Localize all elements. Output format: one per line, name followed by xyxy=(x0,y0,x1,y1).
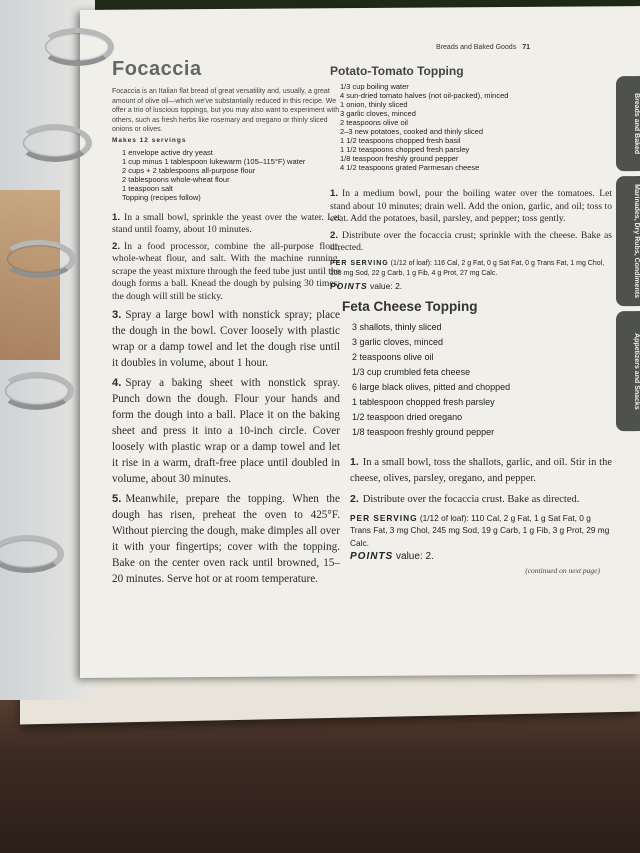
step-number: 1. xyxy=(350,455,359,468)
ingredient: 2–3 new potatoes, cooked and thinly sliced xyxy=(340,127,484,136)
step-text: Distribute over the focaccia crust; sprinkle with the cheese. Bake as directed. xyxy=(330,229,612,253)
right-column xyxy=(330,64,612,575)
ingredient-list xyxy=(112,148,340,202)
servings: Makes 12 servings xyxy=(112,136,187,144)
step-text: In a food processor, combine the all-purpose flour, whole-wheat flour, and salt. With the machine running, scrape the yeast mixture through the feed tube just until the dough forms a ball. Knead the dough by pulsing 30 times; the dough will still be sticky. xyxy=(112,240,340,302)
feta-steps xyxy=(330,454,612,508)
ingredient: 3 garlic cloves, minced xyxy=(340,109,416,118)
step xyxy=(330,188,612,226)
nutrition-info xyxy=(330,512,612,550)
ingredient: 1 cup minus 1 tablespoon lukewarm (105–115°F) water xyxy=(122,156,306,166)
ingredient: 2 teaspoons olive oil xyxy=(340,118,408,127)
tab-breads[interactable]: Breads and Baked xyxy=(616,76,640,171)
step xyxy=(112,375,340,487)
binder-ring-icon xyxy=(18,124,92,162)
points-text: value: 2. xyxy=(370,280,403,291)
step xyxy=(330,230,612,255)
feta-ingredients xyxy=(330,320,612,440)
step-number: 2. xyxy=(112,240,121,252)
potato-tomato-steps xyxy=(330,188,612,255)
step-text: In a small bowl, toss the shallots, garlic, and oil. Stir in the cheese, olives, parsley, oregano, and pepper. xyxy=(350,456,612,484)
step xyxy=(112,241,340,304)
points-label: POINTS xyxy=(350,551,394,562)
step xyxy=(112,307,340,371)
ingredient: 1 teaspoon salt xyxy=(122,183,173,193)
left-column xyxy=(112,58,340,591)
step-number: 5. xyxy=(112,493,122,505)
ingredient: 2 tablespoons whole-wheat flour xyxy=(122,174,230,184)
feta-title: Feta Cheese Topping xyxy=(342,298,478,314)
step-number: 3. xyxy=(112,309,122,321)
step-number: 2. xyxy=(330,229,339,241)
points-label: POINTS xyxy=(330,280,368,291)
ingredient: 4 1/2 teaspoons grated Parmesan cheese xyxy=(340,163,480,172)
ingredient: 2 cups + 2 tablespoons all-purpose flour xyxy=(122,165,256,175)
tab-appetizers[interactable]: Appetizers and Snacks xyxy=(616,311,640,431)
ingredient: 6 large black olives, pitted and chopped xyxy=(352,381,511,392)
step-number: 1. xyxy=(330,188,339,199)
ingredient: Topping (recipes follow) xyxy=(122,192,201,202)
page-number: 71 xyxy=(522,44,530,51)
continued-note: (continued on next page) xyxy=(525,566,600,575)
ingredient: 1 1/2 teaspoons chopped fresh parsley xyxy=(340,145,470,154)
ingredient: 1/2 teaspoon dried oregano xyxy=(352,411,463,422)
step xyxy=(112,212,340,237)
step xyxy=(112,491,340,587)
step-text: Spray a large bowl with nonstick spray; place the dough in the bowl. Cover loosely with plastic wrap or a damp towel and let the dough rise until it doubles in volume, about 1 hour. xyxy=(112,309,340,369)
step-list xyxy=(112,212,340,588)
binder-ring-icon xyxy=(0,372,74,410)
step-text: Meanwhile, prepare the topping. When the dough has risen, preheat the oven to 425°F. Without piercing the dough, make dimples all over it with your fingertips; cover with the topping. Bake on the center oven rack until browned, 15–20 minutes. Serve hot or at room temperature. xyxy=(112,493,340,585)
step xyxy=(350,454,612,487)
points-value xyxy=(330,551,612,562)
ingredient: 2 teaspoons olive oil xyxy=(352,351,434,362)
nutrition-info xyxy=(330,259,612,279)
step-text: Distribute over the focaccia crust. Bake as directed. xyxy=(362,493,580,505)
points-value xyxy=(330,281,612,291)
recipe-title: Focaccia xyxy=(112,58,202,80)
step-text: Spray a baking sheet with nonstick spray. Punch down the dough. Flour your hands and form the dough into a ball. Place it on the baking sheet and press it into a 10-inch circle. Cover loosely with plastic wrap or a damp towel and let it rise in a warm, draft-free place until doubled in volume, about 30 minutes. xyxy=(112,377,340,485)
per-serving-text: (1/12 of loaf): 110 Cal, 2 g Fat, 1 g Sat Fat, 0 g Trans Fat, 3 mg Chol, 245 mg Sod, 19 g Carb, 1 g Fib, 3 g Prot, 29 mg Calc. xyxy=(350,512,610,548)
step-text: In a medium bowl, pour the boiling water over the tomatoes. Let stand about 10 minutes; drain well. Add the onion, garlic, and oil; toss to coat. Add the potatoes, basil, parsley, and pepper; toss gently. xyxy=(330,188,612,224)
binder-ring-icon xyxy=(40,28,114,66)
ingredient: 3 garlic cloves, minced xyxy=(352,336,444,347)
ingredient: 4 sun-dried tomato halves (not oil-packed), minced xyxy=(340,91,509,100)
step xyxy=(350,491,612,508)
section-name: Breads and Baked Goods xyxy=(436,44,517,51)
per-serving-label: PER SERVING xyxy=(330,259,389,267)
points-text: value: 2. xyxy=(396,551,434,562)
ingredient: 3 shallots, thinly sliced xyxy=(352,321,442,332)
ingredient: 1 tablespoon chopped fresh parsley xyxy=(352,396,495,407)
ingredient: 1 1/2 teaspoons chopped fresh basil xyxy=(340,136,461,145)
step-number: 2. xyxy=(350,492,359,505)
ingredient: 1/3 cup crumbled feta cheese xyxy=(352,366,471,377)
per-serving-label: PER SERVING xyxy=(350,512,418,523)
binder-ring-icon xyxy=(2,240,76,278)
step-text: In a small bowl, sprinkle the yeast over the water. Let stand until foamy, about 10 minutes. xyxy=(112,211,340,235)
ingredient: 1 onion, thinly sliced xyxy=(340,100,408,109)
ingredient: 1 envelope active dry yeast xyxy=(122,147,213,157)
recipe-intro: Focaccia is an Italian flat bread of great versatility and, usually, a great amount of olive oil—which we've substantially reduced in this recipe. We offer a trio of luscious toppings, but you may also want to experiment with others, such as fresh herbs like rosemary and oregano or thinly sliced onions or olives. xyxy=(112,88,340,133)
step-number: 4. xyxy=(112,377,122,389)
tab-marinades[interactable]: Marinades, Dry Rubs, Condiments xyxy=(616,176,640,306)
ingredient: 1/8 teaspoon freshly ground pepper xyxy=(340,154,459,163)
potato-tomato-ingredients xyxy=(330,82,612,172)
page-header xyxy=(410,44,530,51)
step-number: 1. xyxy=(112,211,121,223)
potato-tomato-title: Potato-Tomato Topping xyxy=(330,64,464,78)
ingredient: 1/3 cup boiling water xyxy=(340,82,409,91)
per-serving-text: (1/12 of loaf): 116 Cal, 2 g Fat, 0 g Sat Fat, 0 g Trans Fat, 1 mg Chol, 208 mg Sod, 22 g Carb, 1 g Fib, 4 g Prot, 27 mg Calc. xyxy=(330,259,605,277)
ingredient: 1/8 teaspoon freshly ground pepper xyxy=(352,426,495,437)
